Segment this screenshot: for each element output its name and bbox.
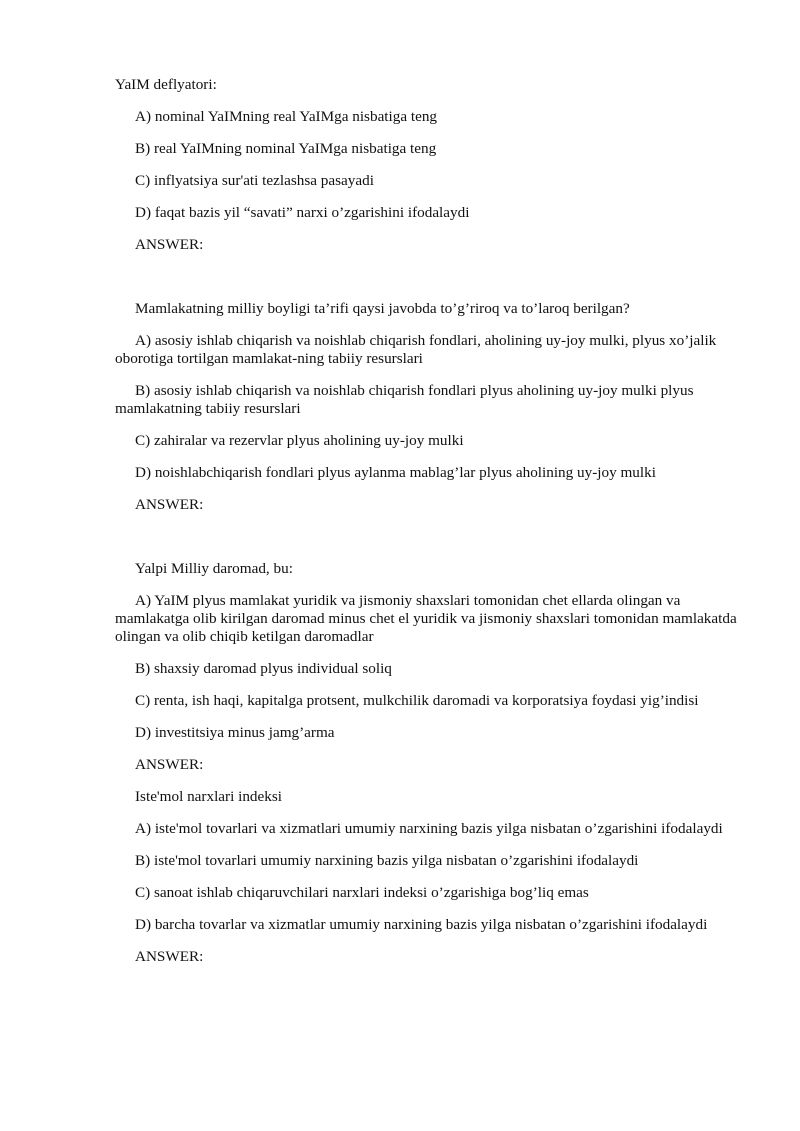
question-2-answer-label: ANSWER: (135, 496, 204, 513)
question-3-option-a: A) YaIM plyus mamlakat yuridik va jismoniy shaxslari tomonidan chet ellarda olingan va mamlakatga olib kirilgan daromad minus chet el yuridik va jismoniy shaxslari tomonidan mamlakatda olingan va olib chiqib ketilgan daromadlar (115, 592, 737, 645)
question-1-answer-label: ANSWER: (135, 236, 204, 253)
question-2-option-c: C) zahiralar va rezervlar plyus aholining uy-joy mulki (135, 432, 464, 449)
question-3-option-d: D) investitsiya minus jamg’arma (135, 724, 335, 741)
question-1-option-b: B) real YaIMning nominal YaIMga nisbatiga teng (135, 140, 437, 157)
question-2-option-a: A) asosiy ishlab chiqarish va noishlab chiqarish fondlari, aholining uy-joy mulki, plyus xo’jalik oborotiga tortilgan mamlakat-ning tabiiy resurslari (115, 332, 717, 367)
question-2-option-d: D) noishlabchiqarish fondlari plyus aylanma mablag’lar plyus aholining uy-joy mulki (135, 464, 656, 481)
question-1-stem: YaIM deflyatori: (115, 76, 217, 93)
question-2-stem: Mamlakatning milliy boyligi ta’rifi qaysi javobda to’g’riroq va to’laroq berilgan? (135, 300, 630, 317)
question-3-option-c: C) renta, ish haqi, kapitalga protsent, mulkchilik daromadi va korporatsiya foydasi yig’indisi (135, 692, 699, 709)
question-3-answer-label: ANSWER: (135, 756, 204, 773)
question-3-stem: Yalpi Milliy daromad, bu: (135, 560, 293, 577)
question-1-option-a: A) nominal YaIMning real YaIMga nisbatiga teng (135, 108, 438, 125)
question-1-option-c: C) inflyatsiya sur'ati tezlashsa pasayadi (135, 172, 374, 189)
question-4-option-b: B) iste'mol tovarlari umumiy narxining bazis yilga nisbatan o’zgarishini ifodalaydi (135, 852, 639, 869)
question-4-option-d: D) barcha tovarlar va xizmatlar umumiy narxining bazis yilga nisbatan o’zgarishini ifodalaydi (135, 916, 708, 933)
question-2-option-b: B) asosiy ishlab chiqarish va noishlab chiqarish fondlari plyus aholining uy-joy mulki plyus mamlakatning tabiiy resurslari (115, 382, 694, 417)
question-4-option-c: C) sanoat ishlab chiqaruvchilari narxlari indeksi o’zgarishiga bog’liq emas (135, 884, 589, 901)
question-4-stem: Iste'mol narxlari indeksi (135, 788, 282, 805)
question-4-answer-label: ANSWER: (135, 948, 204, 965)
question-4-option-a: A) iste'mol tovarlari va xizmatlari umumiy narxining bazis yilga nisbatan o’zgarishini ifodalaydi (135, 820, 723, 837)
question-1-option-d: D) faqat bazis yil “savati” narxi o’zgarishini ifodalaydi (135, 204, 470, 221)
question-3-option-b: B) shaxsiy daromad plyus individual soliq (135, 660, 392, 677)
document-page (115, 76, 745, 966)
